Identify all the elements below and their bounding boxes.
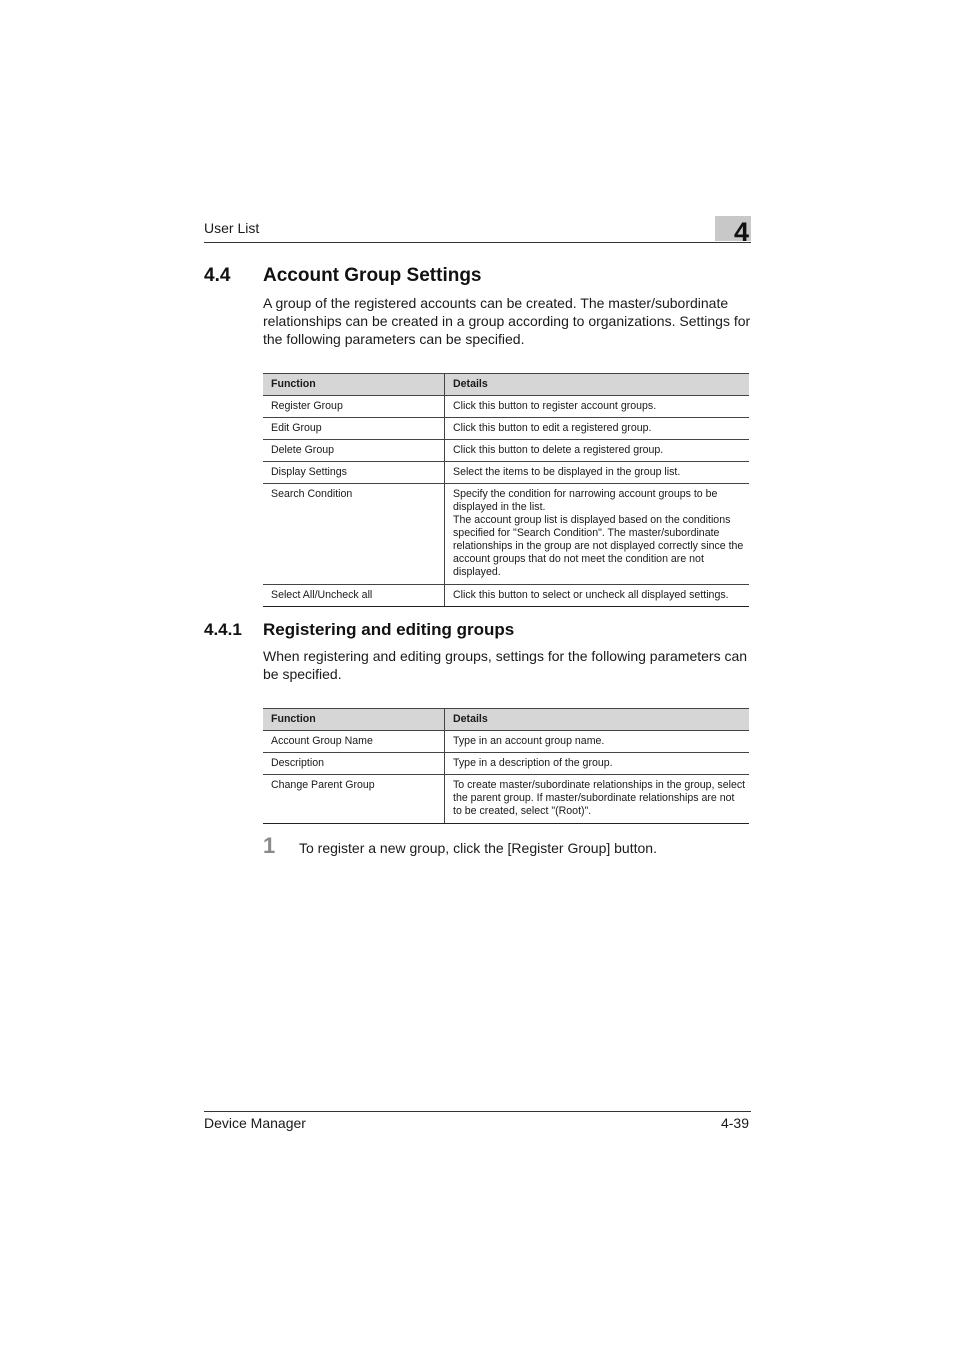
details-text: The account group list is displayed based on the conditions specified for "Search Condition". The master/subordinate relationships in the group are not displayed correctly since the account groups that do not meet the condition are not displayed. [453,514,744,578]
details-cell [445,440,750,462]
table-row [263,731,749,753]
details-cell [445,775,750,824]
details-text: Type in an account group name. [453,735,605,747]
column-header-details: Details [445,709,750,731]
details-text: Click this button to edit a registered group. [453,422,652,434]
details-text: To create master/subordinate relationships in the group, select the parent group. If master/subordinate relationships are not to be created, select "(Root)". [453,779,746,817]
function-cell: Change Parent Group [263,775,445,824]
function-cell: Register Group [263,396,445,418]
section-title: Account Group Settings [263,265,482,286]
function-cell: Edit Group [263,418,445,440]
details-text: Select the items to be displayed in the group list. [453,466,681,478]
function-cell: Account Group Name [263,731,445,753]
subsection-heading [204,620,764,642]
step-text: To register a new group, click the [Register Group] button. [299,840,657,856]
account-group-settings-table [263,373,749,607]
function-cell: Description [263,753,445,775]
running-header [204,219,751,243]
table-row [263,484,749,585]
details-text: Specify the condition for narrowing account groups to be displayed in the list. [453,488,718,513]
column-header-function: Function [263,374,445,396]
chapter-tab [715,216,751,247]
running-footer [204,1111,751,1136]
subsection-number: 4.4.1 [204,620,242,639]
function-cell: Delete Group [263,440,445,462]
details-cell [445,462,750,484]
function-cell: Display Settings [263,462,445,484]
page-number: 4-39 [720,1115,749,1131]
details-cell [445,731,750,753]
details-cell [445,418,750,440]
table-row [263,396,749,418]
table-header-row [263,709,749,731]
details-cell [445,585,750,607]
section-heading [204,265,764,289]
section-number: 4.4 [204,265,231,286]
table-row [263,775,749,824]
registering-groups-table [263,708,749,824]
table-row [263,462,749,484]
table-row [263,753,749,775]
column-header-function: Function [263,709,445,731]
subsection-intro: When registering and editing groups, settings for the following parameters can be specified. [263,648,748,682]
details-text: Type in a description of the group. [453,757,613,769]
subsection-title: Registering and editing groups [263,620,515,639]
procedure-step [263,834,751,860]
details-cell [445,484,750,585]
column-header-details: Details [445,374,750,396]
step-number: 1 [263,833,276,858]
details-text: Click this button to select or uncheck all displayed settings. [453,589,729,601]
function-cell: Select All/Uncheck all [263,585,445,607]
details-text: Click this button to register account groups. [453,400,657,412]
header-title: User List [204,220,260,236]
table-row [263,440,749,462]
details-cell [445,396,750,418]
table-row [263,418,749,440]
details-text: Click this button to delete a registered group. [453,444,664,456]
footer-title: Device Manager [204,1115,306,1131]
details-cell [445,753,750,775]
section-intro: A group of the registered accounts can be created. The master/subordinate relationships can be created in a group according to organizations. Settings for the following parameters can be specified. [263,295,751,347]
chapter-number: 4 [733,217,749,247]
function-cell: Search Condition [263,484,445,585]
table-row [263,585,749,607]
table-header-row [263,374,749,396]
